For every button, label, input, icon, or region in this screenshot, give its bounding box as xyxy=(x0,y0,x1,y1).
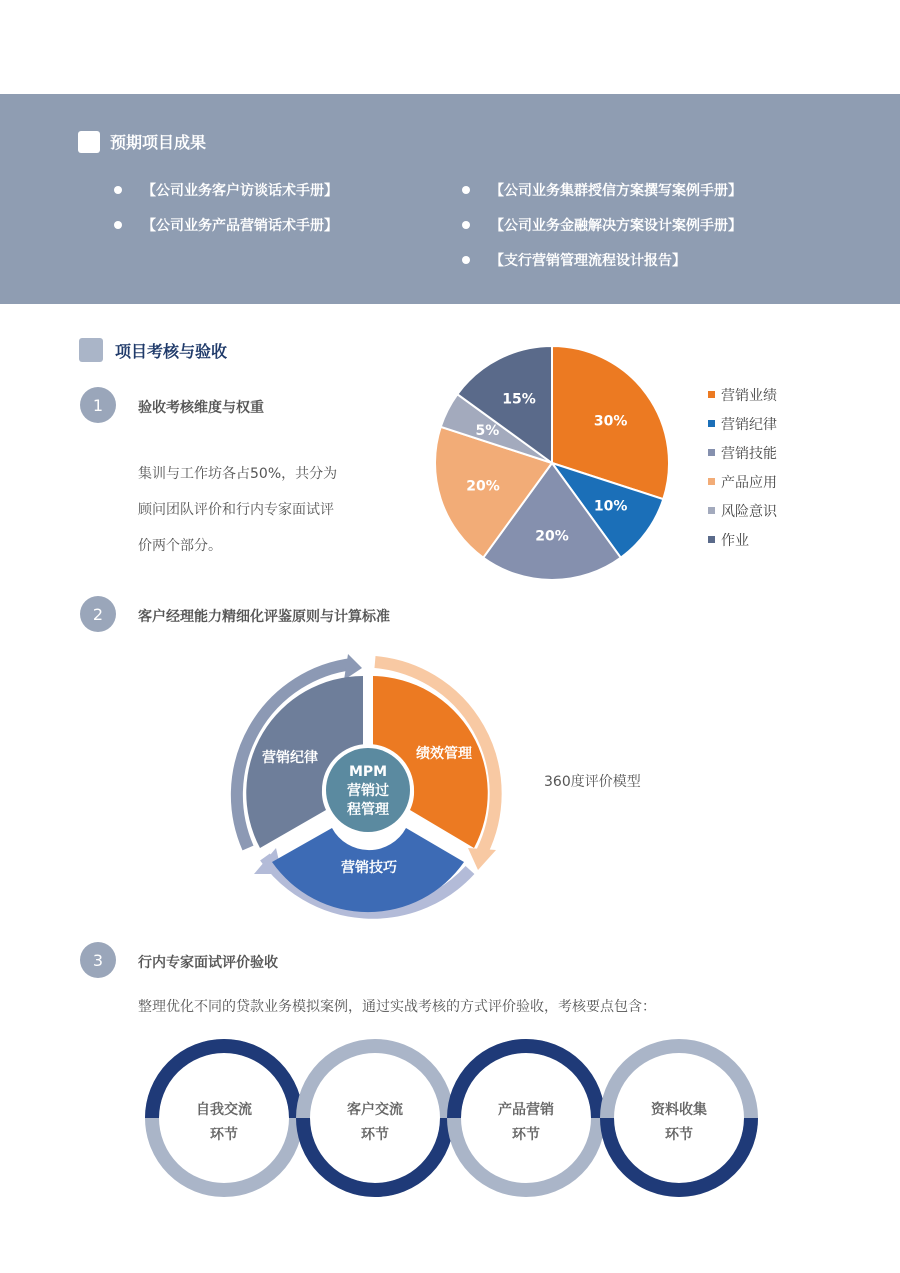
pie-legend xyxy=(708,380,777,554)
center-label-3: 程管理 xyxy=(347,802,389,818)
legend-item xyxy=(708,409,777,438)
pie-value-label-1: 30% xyxy=(593,413,628,430)
pie-value-label-6: 15% xyxy=(502,391,536,408)
legend-label: 作业 xyxy=(721,532,749,549)
pie-value-label-5: 5% xyxy=(475,423,500,440)
outcomes-heading xyxy=(78,130,206,153)
outcome-item: 【公司业务客户访谈话术手册】 xyxy=(114,180,338,200)
outcomes-title: 预期项目成果 xyxy=(110,133,207,152)
step-number-3: 3 xyxy=(80,942,116,978)
weight-pie-chart xyxy=(427,342,677,592)
bullet-icon xyxy=(114,221,122,229)
ring-2-sublabel: 环节 xyxy=(361,1127,389,1143)
legend-label: 营销业绩 xyxy=(721,387,777,404)
ring-2-label: 客户交流 xyxy=(347,1102,403,1118)
heading-square-icon xyxy=(79,338,103,362)
bullet-icon xyxy=(114,186,122,194)
legend-swatch xyxy=(708,420,715,427)
legend-item xyxy=(708,467,777,496)
legend-swatch xyxy=(708,391,715,398)
pie-value-label-3: 20% xyxy=(535,528,569,545)
mpm-cycle-diagram xyxy=(220,652,520,932)
step3-title: 行内专家面试评价验收 xyxy=(138,955,278,971)
legend-item xyxy=(708,380,777,409)
step-number-1: 1 xyxy=(80,387,116,423)
outcome-item: 【公司业务产品营销话术手册】 xyxy=(114,215,338,235)
legend-item xyxy=(708,525,777,554)
assessment-title: 项目考核与验收 xyxy=(115,341,228,361)
step2-title: 客户经理能力精细化评鉴原则与计算标准 xyxy=(138,609,390,625)
ring-4-label: 资料收集 xyxy=(651,1102,707,1118)
segment-label-skills: 营销技巧 xyxy=(341,860,397,876)
heading-square-icon xyxy=(78,131,100,153)
bullet-icon xyxy=(462,256,470,264)
pie-value-label-2: 10% xyxy=(593,498,628,515)
assessment-heading xyxy=(79,338,227,362)
legend-label: 产品应用 xyxy=(721,474,777,491)
outcome-item: 【公司业务金融解决方案设计案例手册】 xyxy=(462,215,742,235)
segment-label-discipline: 营销纪律 xyxy=(262,750,318,766)
model-caption: 360度评价模型 xyxy=(544,774,641,790)
legend-swatch xyxy=(708,449,715,456)
legend-item xyxy=(708,438,777,467)
bullet-icon xyxy=(462,186,470,194)
legend-swatch xyxy=(708,507,715,514)
step1-title: 验收考核维度与权重 xyxy=(138,400,264,416)
center-label-1: MPM xyxy=(348,764,388,780)
interview-rings xyxy=(135,1035,775,1205)
ring-3-sublabel: 环节 xyxy=(512,1127,540,1143)
segment-label-performance: 绩效管理 xyxy=(416,746,472,762)
ring-1-sublabel: 环节 xyxy=(210,1127,238,1143)
pie-value-label-4: 20% xyxy=(466,478,500,495)
bullet-icon xyxy=(462,221,470,229)
ring-1-label: 自我交流 xyxy=(196,1102,252,1118)
legend-label: 营销纪律 xyxy=(721,416,777,433)
ring-4-sublabel: 环节 xyxy=(665,1127,693,1143)
ring-3-label: 产品营销 xyxy=(498,1102,554,1118)
outcome-item: 【公司业务集群授信方案撰写案例手册】 xyxy=(462,180,742,200)
step3-description: 整理优化不同的贷款业务模拟案例，通过实战考核的方式评价验收，考核要点包含： xyxy=(138,999,656,1015)
outcome-item: 【支行营销管理流程设计报告】 xyxy=(462,250,686,270)
legend-swatch xyxy=(708,478,715,485)
legend-label: 营销技能 xyxy=(721,445,777,462)
legend-swatch xyxy=(708,536,715,543)
orange-arrowhead-icon xyxy=(468,848,496,870)
step-number-2: 2 xyxy=(80,596,116,632)
legend-item xyxy=(708,496,777,525)
legend-label: 风险意识 xyxy=(721,503,777,520)
step1-description: 集训与工作坊各占50%，共分为 顾问团队评价和行内专家面试评 价两个部分。 xyxy=(138,466,338,554)
center-label-2: 营销过 xyxy=(347,783,389,799)
